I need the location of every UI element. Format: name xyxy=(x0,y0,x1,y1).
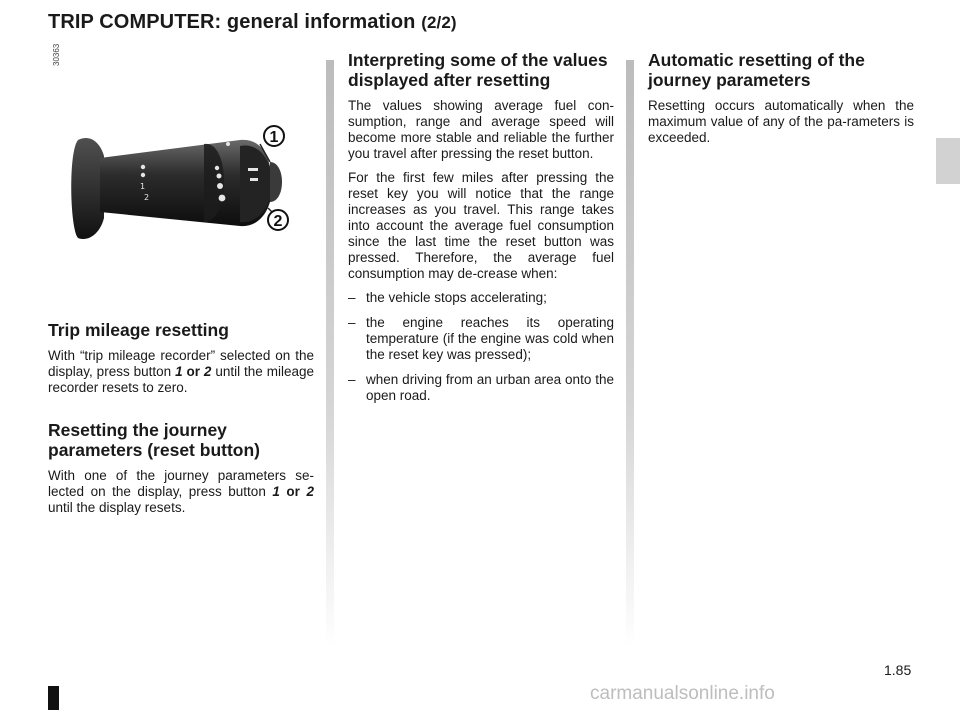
heading-interpreting-values: Interpreting some of the values displayed after resetting xyxy=(348,50,608,90)
list-item-text: when driving from an urban area onto the open road. xyxy=(366,372,614,403)
wiper-stalk-illustration xyxy=(64,112,312,270)
text-or: or xyxy=(182,364,204,379)
list-item xyxy=(348,315,614,363)
corner-marker xyxy=(48,686,59,710)
paragraph-reset-button xyxy=(48,468,314,516)
button-ref-1: 1 xyxy=(272,484,280,499)
dash-marker: – xyxy=(348,372,356,387)
heading-automatic-resetting: Automatic resetting of the journey parameters xyxy=(648,50,865,90)
left-column xyxy=(48,320,314,516)
button-ref-2: 2 xyxy=(306,484,314,499)
svg-text:1: 1 xyxy=(140,182,146,191)
page-number: 1.85 xyxy=(884,662,912,678)
button-ref-1: 1 xyxy=(175,364,183,379)
watermark: carmanualsonline.info xyxy=(590,683,775,704)
callout-1 xyxy=(264,126,284,146)
paragraph-values-stable: The values showing average fuel con-sumption, range and average speed will become more stable and reliable the further you travel after pressing the reset button. xyxy=(348,98,614,161)
callout-2 xyxy=(268,210,288,230)
middle-column xyxy=(348,50,614,413)
list-item-text: the engine reaches its operating temperature (if the engine was cold when the reset key was pressed); xyxy=(366,315,614,362)
page-title-suffix: (2/2) xyxy=(421,13,457,32)
page-title xyxy=(48,11,457,34)
heading-resetting-journey-parameters: Resetting the journey parameters (reset button) xyxy=(48,420,260,460)
text-segment: With “trip mileage recorder” selected on the display, press button xyxy=(48,348,314,379)
text-segment: until the display resets. xyxy=(48,500,186,515)
paragraph-trip-mileage xyxy=(48,348,314,396)
right-column xyxy=(648,50,914,146)
column-divider-left xyxy=(326,60,334,648)
svg-text:2: 2 xyxy=(144,193,150,202)
list-item-text: the vehicle stops accelerating; xyxy=(366,290,547,305)
condition-list xyxy=(348,290,614,404)
paragraph-automatic-reset: Resetting occurs automatically when the maximum value of any of the pa-rameters is exceeded. xyxy=(648,98,914,145)
list-item xyxy=(348,290,614,306)
list-item xyxy=(348,372,614,404)
text-or: or xyxy=(279,484,307,499)
paragraph-range-increases: For the first few miles after pressing the reset key you will notice that the range increases as you travel. This range takes into account the average fuel consumption since the last time the reset button was pressed. Therefore, the average fuel consumption may de-crease when: xyxy=(348,170,614,281)
svg-text:1: 1 xyxy=(269,129,279,146)
dash-marker: – xyxy=(348,315,356,330)
svg-text:2: 2 xyxy=(273,213,283,230)
button-ref-2: 2 xyxy=(203,364,212,379)
page-title-main: TRIP COMPUTER: general information xyxy=(48,11,416,33)
section-tab xyxy=(936,138,960,184)
text-segment: With one of the journey parameters se-lected on the display, press button xyxy=(48,468,314,499)
text-segment: until the mileage recorder resets to zero. xyxy=(48,364,314,395)
heading-trip-mileage-resetting: Trip mileage resetting xyxy=(48,320,229,340)
dash-marker: – xyxy=(348,290,356,305)
column-divider-right xyxy=(626,60,634,648)
figure-reference-code: 30363 xyxy=(52,43,61,66)
